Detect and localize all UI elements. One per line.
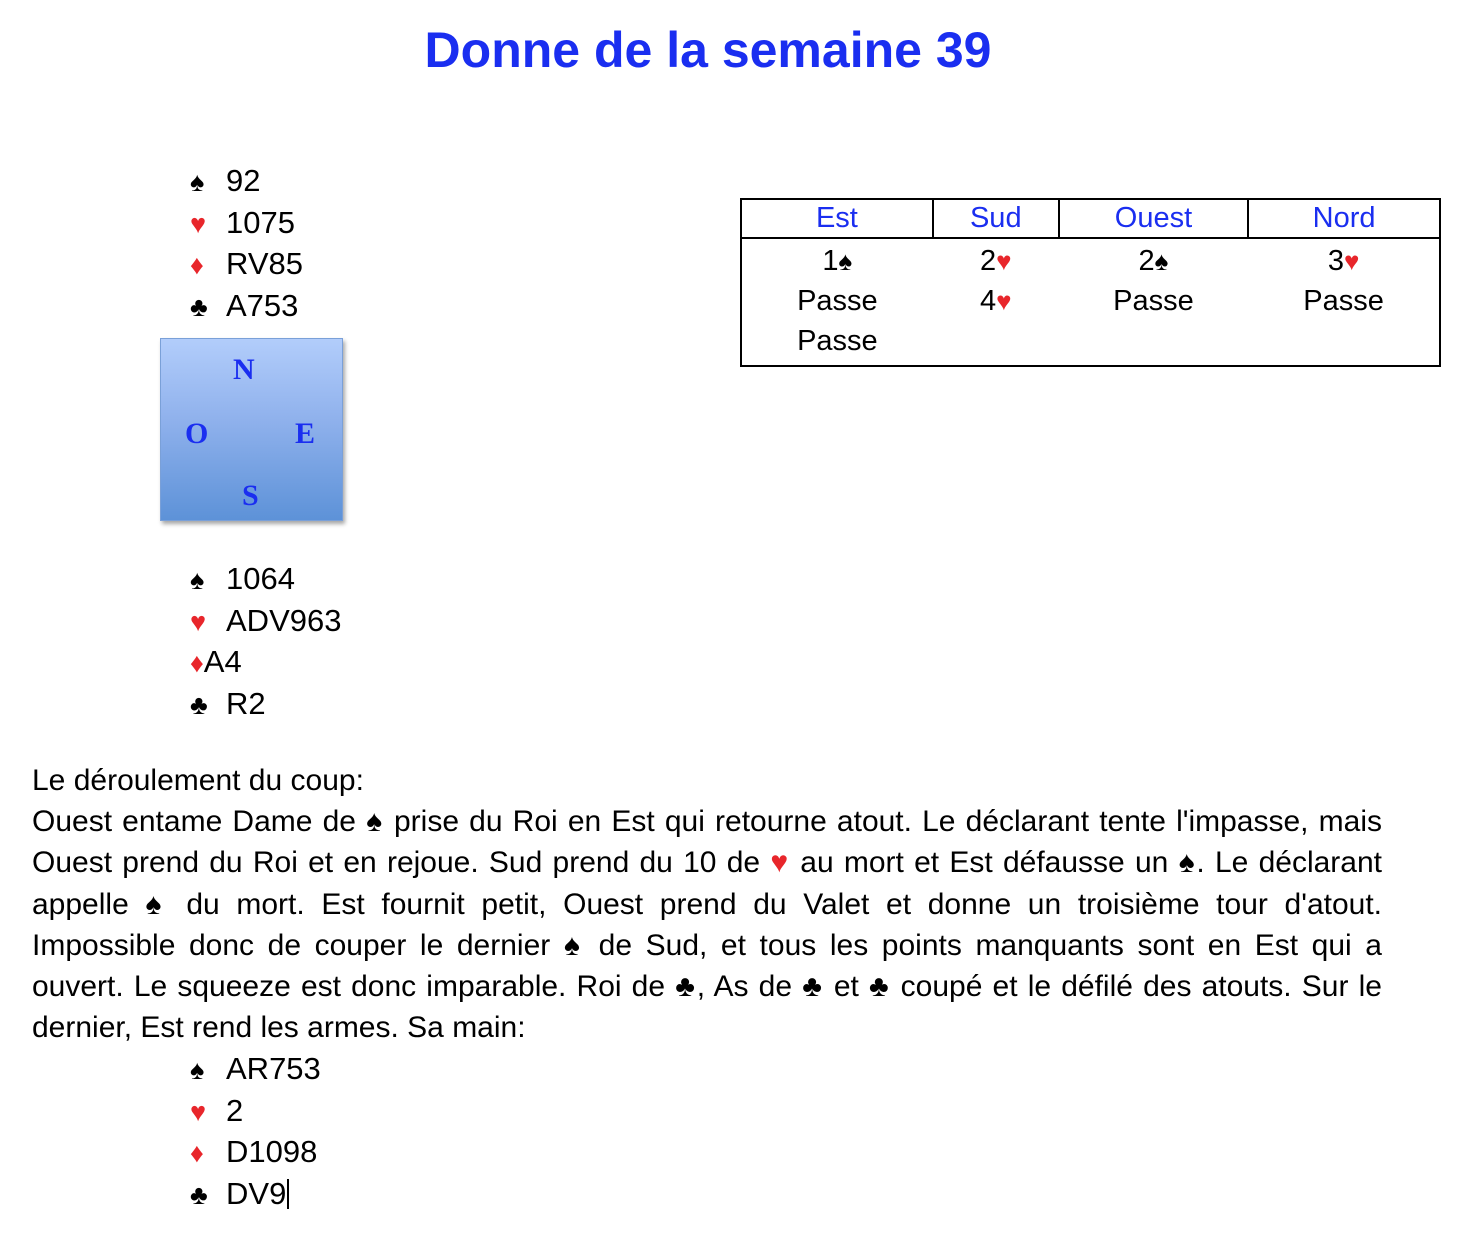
south-diamonds: A4 <box>203 644 242 679</box>
bid-cell: 2♥ <box>979 245 1012 277</box>
club-icon: ♣ <box>190 291 208 322</box>
spade-icon: ♠ <box>190 565 205 595</box>
narrative-heading: Le déroulement du coup: <box>32 764 364 797</box>
east-hand <box>190 1048 321 1214</box>
bids-sud <box>933 238 1059 366</box>
bid-cell: 3♥ <box>1327 245 1360 277</box>
club-icon: ♣ <box>675 970 697 1004</box>
north-hearts-row <box>190 202 303 244</box>
narrative-paragraph: Ouest entame Dame de ♠ prise du Roi en Est qui retourne atout. Le déclarant tente l'impasse, mais Ouest prend du Roi et en rejoue. Sud prend du 10 de ♥ au mort et Est défausse un ♠. Le déclarant appelle ♠ du mort. Est fournit petit, Ouest prend du Valet et donne un troisième tour d'atout. Impossible donc de couper le dernier ♠ de Sud, et tous les points manquants sont en Est qui a ouvert. Le squeeze est donc imparable. Roi de ♣, As de ♣ et ♣ coupé et le défilé des atouts. Sur le dernier, Est rend les armes. Sa main: <box>32 805 1382 1045</box>
bid-cell: 4♥ <box>979 285 1012 317</box>
bid-cell: Passe <box>797 285 878 317</box>
header-sud: Sud <box>933 199 1059 238</box>
club-icon: ♣ <box>190 689 208 720</box>
spade-icon: ♠ <box>1178 846 1197 880</box>
diamond-icon: ♦ <box>190 1138 204 1168</box>
spade-icon: ♠ <box>366 805 384 839</box>
bid-cell: Passe <box>1303 285 1384 317</box>
heart-icon: ♥ <box>1343 246 1360 276</box>
spade-icon: ♠ <box>1154 246 1169 276</box>
south-clubs-row <box>190 683 341 725</box>
header-nord: Nord <box>1248 199 1440 238</box>
spade-icon: ♠ <box>190 1055 205 1085</box>
north-diamonds: RV85 <box>226 246 303 281</box>
south-hearts-row <box>190 600 341 642</box>
south-clubs: R2 <box>226 685 266 721</box>
compass-east: E <box>295 417 316 450</box>
north-diamonds-row <box>190 243 303 285</box>
page-title: Donne de la semaine 39 <box>424 22 992 78</box>
north-clubs-row <box>190 285 303 327</box>
south-diamonds-row <box>190 641 341 683</box>
diamond-icon: ♦ <box>190 250 204 280</box>
east-clubs: DV9 <box>226 1175 287 1211</box>
north-clubs: A753 <box>226 287 299 323</box>
compass-box <box>160 338 343 521</box>
heart-icon: ♥ <box>190 208 207 239</box>
bid-cell: Passe <box>1113 285 1194 317</box>
east-hearts-row <box>190 1090 321 1132</box>
heart-icon: ♥ <box>190 606 207 637</box>
header-est: Est <box>741 199 933 238</box>
east-clubs-row <box>190 1173 321 1215</box>
compass-west: O <box>185 417 209 450</box>
bids-ouest <box>1059 238 1248 366</box>
spade-icon: ♠ <box>190 167 205 197</box>
heart-icon: ♥ <box>770 846 791 880</box>
bidding-body-row <box>741 238 1440 366</box>
south-spades: 1064 <box>226 561 295 596</box>
south-hearts: ADV963 <box>226 602 342 638</box>
north-hand <box>190 160 303 326</box>
bidding-header-row <box>741 199 1440 238</box>
east-diamonds-row <box>190 1131 321 1173</box>
north-spades: 92 <box>226 163 261 198</box>
east-spades: AR753 <box>226 1051 321 1086</box>
club-icon: ♣ <box>802 970 824 1004</box>
bidding-table <box>740 198 1441 367</box>
north-spades-row <box>190 160 303 202</box>
south-spades-row <box>190 558 341 600</box>
spade-icon: ♠ <box>145 887 170 921</box>
spade-icon: ♠ <box>563 928 586 962</box>
east-hearts: 2 <box>226 1092 244 1128</box>
east-diamonds: D1098 <box>226 1134 318 1169</box>
compass-south: S <box>242 479 259 512</box>
north-hearts: 1075 <box>226 204 295 240</box>
club-icon: ♣ <box>869 970 891 1004</box>
bid-cell: 1♠ <box>822 245 853 277</box>
narrative <box>32 760 1382 1048</box>
header-ouest: Ouest <box>1059 199 1248 238</box>
compass-north: N <box>233 353 255 386</box>
club-icon: ♣ <box>190 1179 208 1210</box>
heart-icon: ♥ <box>190 1096 207 1127</box>
east-spades-row <box>190 1048 321 1090</box>
spade-icon: ♠ <box>838 246 853 276</box>
heart-icon: ♥ <box>996 286 1012 316</box>
bids-est <box>741 238 933 366</box>
south-hand <box>190 558 341 724</box>
diamond-icon: ♦ <box>190 648 204 678</box>
text-cursor <box>287 1179 289 1209</box>
bid-cell: Passe <box>797 325 878 357</box>
bid-cell: 2♠ <box>1138 245 1169 277</box>
heart-icon: ♥ <box>996 246 1012 276</box>
bids-nord <box>1248 238 1440 366</box>
